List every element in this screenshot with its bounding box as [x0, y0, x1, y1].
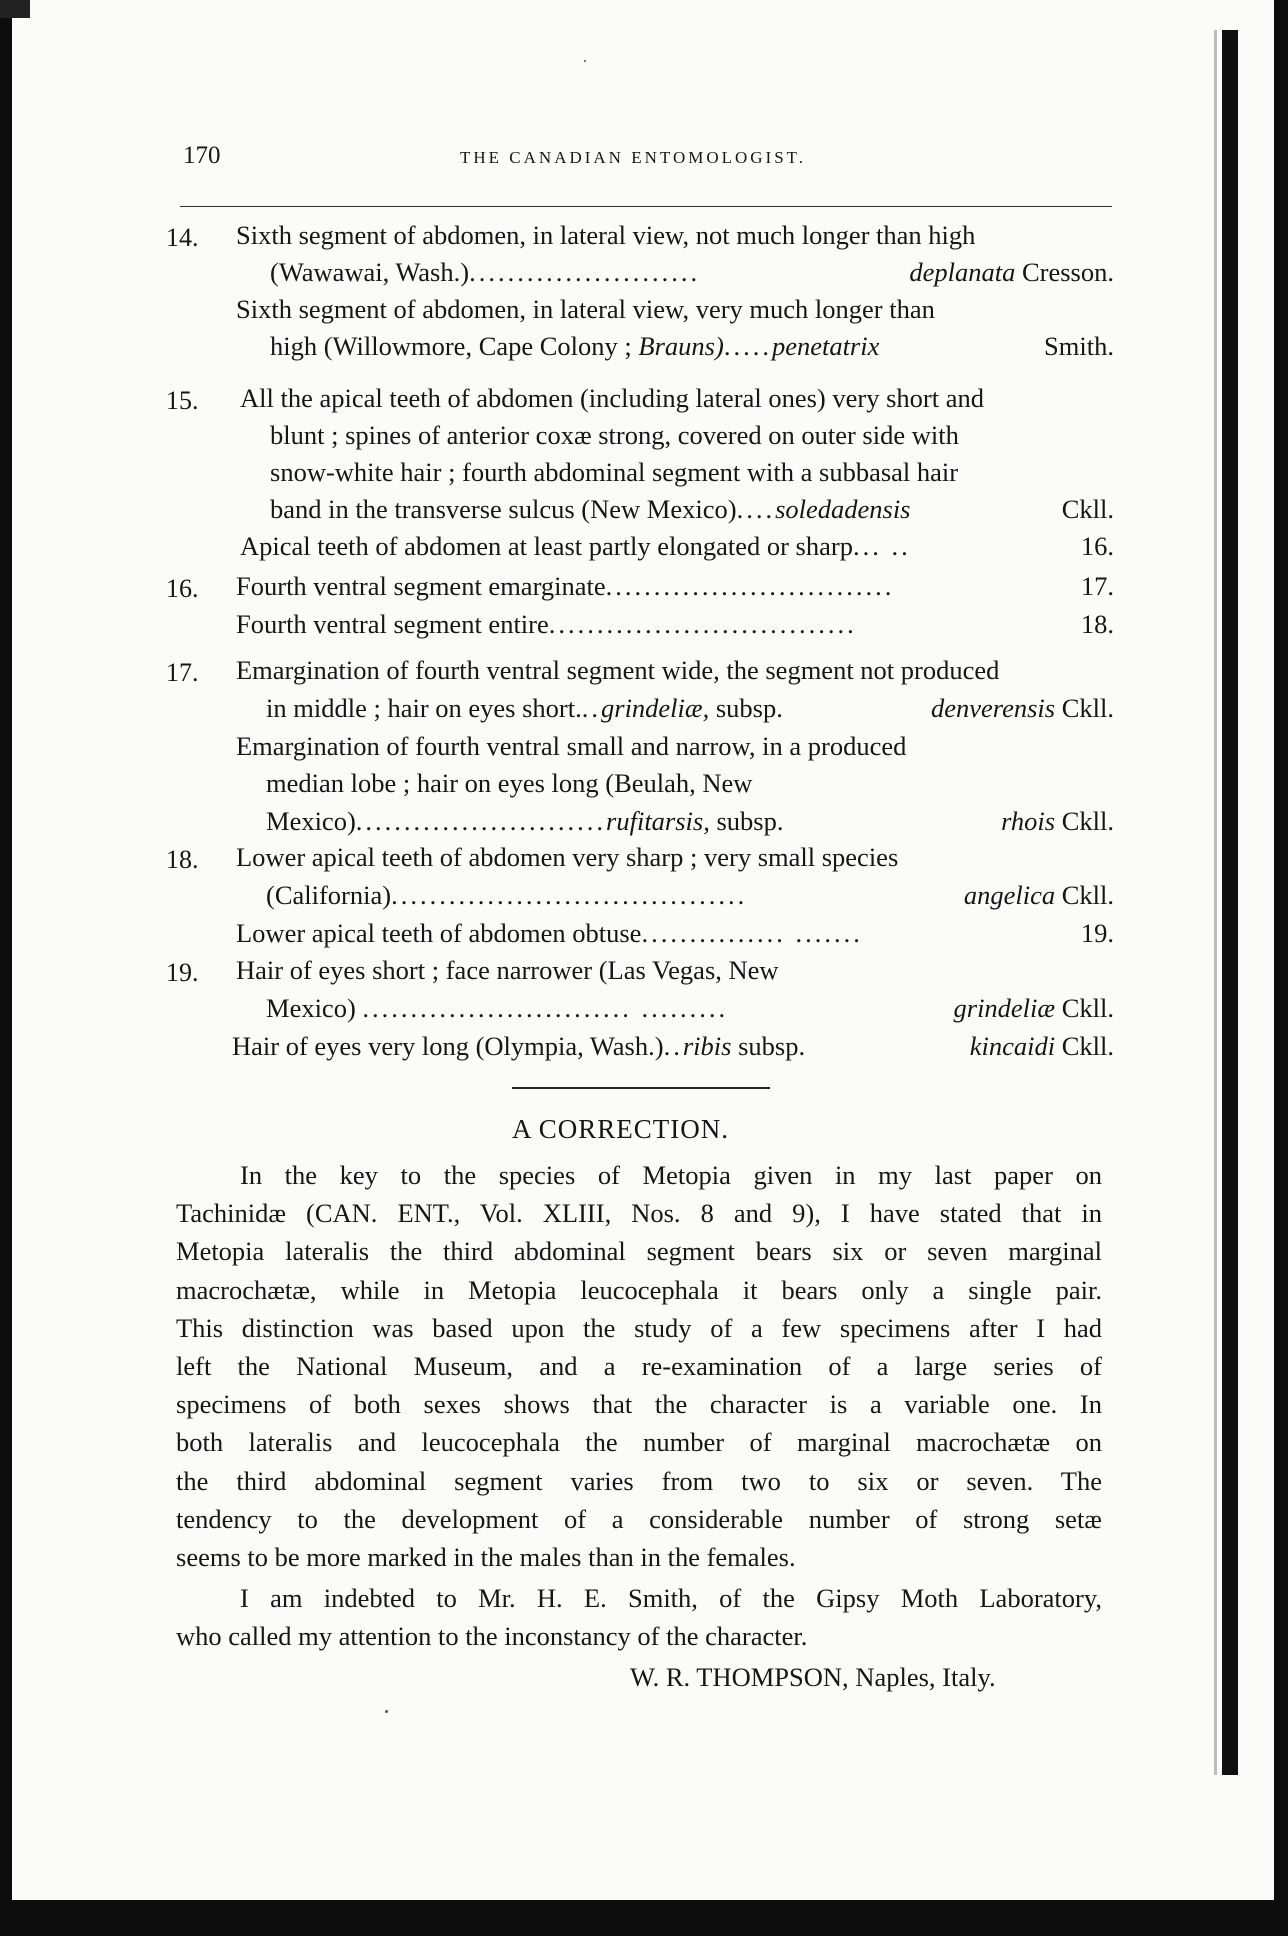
scan-edge: [0, 0, 30, 18]
key-line: Mexico) ............................ .........: [266, 993, 729, 1023]
couplet-number: 19.: [166, 958, 199, 987]
page-number: 170: [183, 142, 221, 169]
key-line: Lower apical teeth of abdomen very sharp ; very small species: [236, 842, 899, 872]
key-line: Mexico)..........................rufitarsis, subsp.: [266, 806, 784, 836]
key-line: snow-white hair ; fourth abdominal segment with a subbasal hair: [270, 457, 959, 487]
key-line-end: grindeliæ Ckll.: [953, 993, 1114, 1023]
paragraph-line: Tachinidæ (CAN. ENT., Vol. XLIII, Nos. 8 and 9), I have stated that in: [176, 1198, 1102, 1229]
couplet-number: 15.: [166, 386, 199, 415]
key-line-end: denverensis Ckll.: [930, 693, 1114, 723]
paragraph-line: This distinction was based upon the study of a few specimens after I had: [176, 1312, 1102, 1343]
key-line: Apical teeth of abdomen at least partly elongated or sharp... ..: [240, 531, 911, 561]
paragraph-line: who called my attention to the inconstancy of the character.: [176, 1621, 808, 1652]
paragraph-line: left the National Museum, and a re-examination of a large series of: [176, 1351, 1102, 1381]
paragraph-line: specimens of both sexes shows that the character is a variable one. In: [176, 1389, 1102, 1420]
key-line-end: 18.: [1080, 609, 1114, 639]
key-line-end: 19.: [1080, 918, 1114, 948]
signature: W. R. THOMPSON, Naples, Italy.: [630, 1662, 996, 1692]
binding-edge: [1222, 30, 1238, 1775]
key-line: (Wawawai, Wash.)........................: [270, 257, 701, 287]
key-line-end: angelica Ckll.: [963, 880, 1114, 910]
key-line-end: Smith.: [1044, 331, 1114, 361]
paragraph-line: I am indebted to Mr. H. E. Smith, of the Gipsy Moth Laboratory,: [240, 1583, 1102, 1613]
key-line: All the apical teeth of abdomen (including lateral ones) very short and: [240, 383, 984, 413]
key-line-end: Ckll.: [1061, 494, 1114, 524]
key-line: high (Willowmore, Cape Colony ; Brauns).....penetatrix: [270, 331, 880, 361]
key-line: Fourth ventral segment emarginate..............................: [236, 571, 895, 601]
paragraph-line: both lateralis and leucocephala the number of marginal macrochætæ on: [176, 1427, 1102, 1458]
key-line: blunt ; spines of anterior coxæ strong, covered on outer side with: [270, 420, 959, 450]
key-line: Hair of eyes short ; face narrower (Las Vegas, New: [236, 955, 779, 985]
couplet-number: 17.: [166, 658, 199, 687]
key-line-end: 16.: [1080, 531, 1114, 561]
paragraph-line: the third abdominal segment varies from two to six or seven. The: [176, 1465, 1102, 1496]
binding-shadow: [1214, 30, 1217, 1775]
key-line-end: deplanata Cresson.: [909, 257, 1114, 287]
section-rule: [512, 1087, 770, 1089]
header-rule: [180, 206, 1112, 207]
paragraph-line: In the key to the species of Metopia given in my last paper on: [240, 1160, 1102, 1190]
running-title: THE CANADIAN ENTOMOLOGIST.: [460, 148, 807, 167]
key-line: Hair of eyes very long (Olympia, Wash.)..ribis subsp.: [232, 1031, 806, 1061]
paragraph-line: tendency to the development of a considerable number of strong setæ: [176, 1503, 1102, 1534]
key-line: Fourth ventral segment entire................................: [236, 609, 857, 639]
key-line: (California).....................................: [266, 880, 748, 910]
key-line-end: 17.: [1080, 571, 1114, 601]
key-line: in middle ; hair on eyes short...grindeliæ, subsp.: [266, 693, 783, 723]
key-line: Sixth segment of abdomen, in lateral view, not much longer than high: [236, 220, 976, 250]
key-line: median lobe ; hair on eyes long (Beulah, New: [266, 768, 753, 798]
paragraph-line: Metopia lateralis the third abdominal segment bears six or seven marginal: [176, 1236, 1102, 1267]
key-line: Emargination of fourth ventral small and narrow, in a produced: [236, 731, 907, 761]
couplet-number: 16.: [166, 574, 199, 603]
key-line: Lower apical teeth of abdomen obtuse............... .......: [236, 918, 863, 948]
paper-speck: [385, 1710, 388, 1713]
key-line: band in the transverse sulcus (New Mexico)....soledadensis: [270, 494, 911, 524]
key-line-end: rhois Ckll.: [1001, 806, 1114, 836]
key-line: Sixth segment of abdomen, in lateral view, very much longer than: [236, 294, 935, 324]
paper-speck: [584, 60, 586, 62]
section-title: A CORRECTION.: [512, 1114, 730, 1144]
paragraph-line: seems to be more marked in the males than in the females.: [176, 1542, 796, 1572]
couplet-number: 14.: [166, 223, 199, 252]
couplet-number: 18.: [166, 845, 199, 874]
key-line: Emargination of fourth ventral segment wide, the segment not produced: [236, 655, 1000, 685]
key-line-end: kincaidi Ckll.: [969, 1031, 1114, 1061]
paragraph-line: macrochætæ, while in Metopia leucocephala it bears only a single pair.: [176, 1274, 1102, 1305]
